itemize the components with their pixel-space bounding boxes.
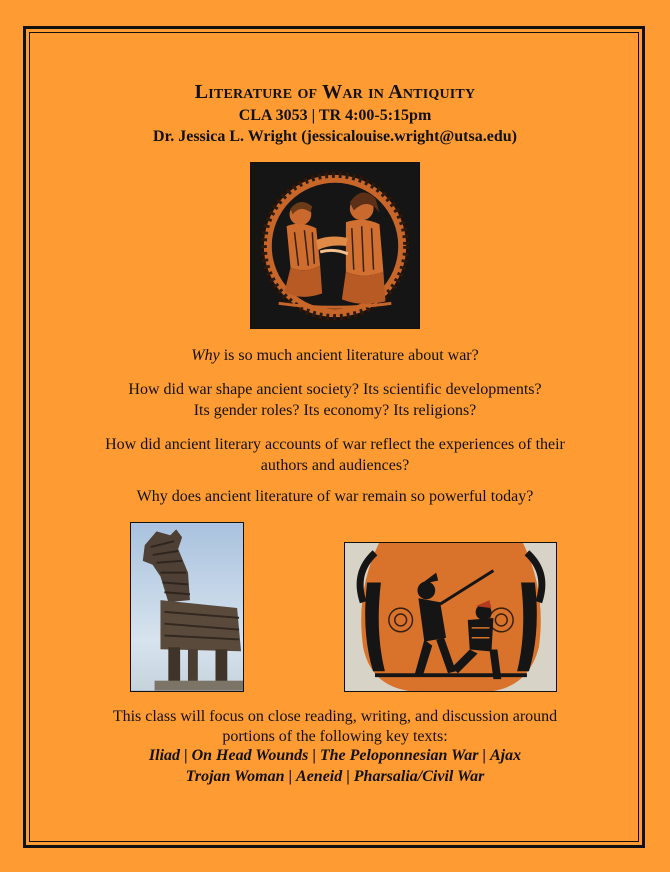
key-text-pharsalia: Pharsalia/Civil War bbox=[353, 768, 485, 785]
key-text-trojan-woman: Trojan Woman bbox=[185, 768, 285, 785]
text-separator: | bbox=[342, 768, 354, 785]
question-accounts-line2: authors and audiences? bbox=[260, 457, 410, 474]
key-text-iliad: Iliad bbox=[148, 747, 181, 764]
focus-line2: portions of the following key texts: bbox=[222, 728, 448, 745]
key-text-on-head-wounds: On Head Wounds bbox=[191, 747, 309, 764]
text-separator: | bbox=[284, 768, 297, 785]
question-society-line2: Its gender roles? Its economy? Its religions? bbox=[193, 402, 477, 419]
black-figure-amphora-image bbox=[344, 542, 557, 692]
key-text-aeneid: Aeneid bbox=[296, 768, 343, 785]
key-texts-row2 bbox=[0, 767, 670, 787]
red-figure-kylix-image bbox=[250, 162, 420, 329]
question-powerful-today: Why does ancient literature of war remain so powerful today? bbox=[136, 488, 534, 505]
course-line: CLA 3053 | TR 4:00-5:15pm bbox=[238, 107, 432, 124]
emphasis-why: Why bbox=[191, 347, 220, 364]
key-texts-row1 bbox=[0, 746, 670, 766]
question-accounts-line1: How did ancient literary accounts of war reflect the experiences of their bbox=[105, 436, 565, 453]
question-why-war bbox=[0, 346, 670, 366]
trojan-horse-image bbox=[130, 522, 244, 692]
flyer-title: Literature of War in Antiquity bbox=[194, 81, 476, 103]
question-society-line1: How did war shape ancient society? Its scientific developments? bbox=[128, 381, 542, 398]
text-separator: | bbox=[180, 747, 192, 764]
instructor-line: Dr. Jessica L. Wright (jessicalouise.wright@utsa.edu) bbox=[153, 128, 517, 145]
text-separator: | bbox=[308, 747, 320, 764]
key-text-ajax: Ajax bbox=[489, 747, 522, 764]
focus-line1: This class will focus on close reading, writing, and discussion around bbox=[112, 708, 558, 725]
question-why-war-text: is so much ancient literature about war? bbox=[219, 347, 479, 364]
text-separator: | bbox=[478, 747, 490, 764]
key-text-peloponnesian-war: The Peloponnesian War bbox=[319, 747, 479, 764]
